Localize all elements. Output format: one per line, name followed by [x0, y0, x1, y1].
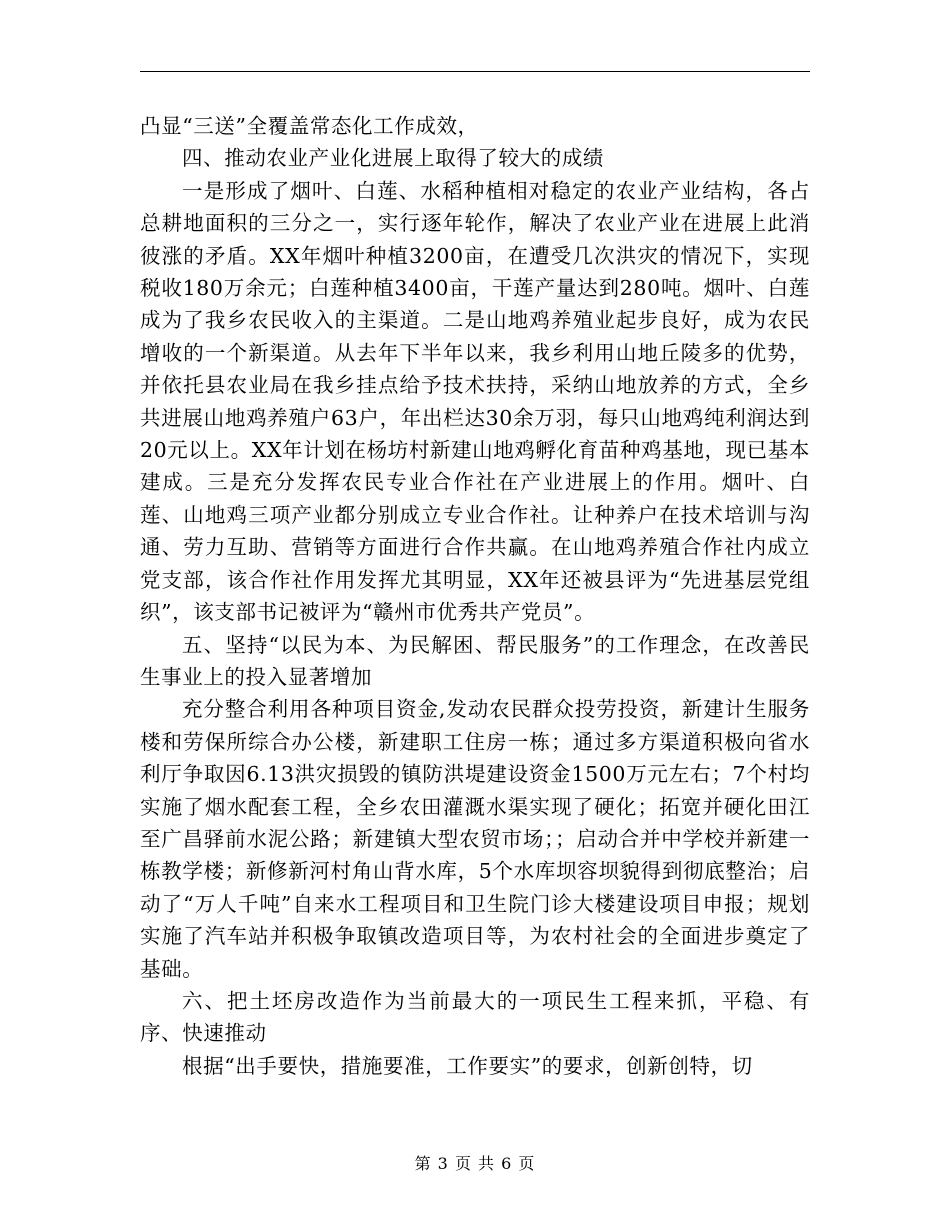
paragraph-housing: 根据“出手要快，措施要准，工作要实”的要求，创新创特，切 — [182, 1053, 753, 1078]
footer-prefix: 第 — [414, 1154, 432, 1173]
section-heading-5: 五、坚持“以民为本、为民解困、帮民服务”的工作理念，在改善民生事业上的投入显著增加 — [140, 632, 810, 689]
footer-current-page: 3 — [437, 1154, 449, 1173]
paragraph-livelihood: 充分整合利用各种项目资金,发动农民群众投劳投资，新建计生服务楼和劳保所综合办公楼，新建职工住房一栋；通过多方渠道积极向省水利厅争取因6.13洪灾损毁的镇防洪堤建设资金1500万元左右；7个村均实施了烟水配套工程，全乡农田灌溉水渠实现了硬化；拓宽并硬化田江至广昌驿前水泥公路；新建镇大型农贸市场；；启动合并中学校并新建一栋教学楼；新修新河村角山背水库，5个水库坝容坝貌得到彻底整治；启动了“万人千吨”自来水工程项目和卫生院门诊大楼建设项目申报；规划实施了汽车站并积极争取镇改造项目等，为农村社会的全面进步奠定了基础。 — [140, 697, 810, 981]
paragraph-agriculture: 一是形成了烟叶、白莲、水稻种植相对稳定的农业产业结构，各占总耕地面积的三分之一，实行逐年轮作，解决了农业产业在进展上此消彼涨的矛盾。XX年烟叶种植3200亩，在遭受几次洪灾的情况下，实现税收180万余元；白莲种植3400亩，干莲产量达到280吨。烟叶、白莲成为了我乡农民收入的主渠道。二是山地鸡养殖业起步良好，成为农民增收的一个新渠道。从去年下半年以来，我乡利用山地丘陵多的优势，并依托县农业局在我乡挂点给予技术扶持，采纳山地放养的方式，全乡共进展山地鸡养殖户63户，年出栏达30余万羽，每只山地鸡纯利润达到20元以上。XX年计划在杨坊村新建山地鸡孵化育苗种鸡基地，现已基本建成。三是充分发挥农民专业合作社在产业进展上的作用。烟叶、白莲、山地鸡三项产业都分别成立专业合作社。让种养户在技术培训与沟通、劳力互助、营销等方面进行合作共赢。在山地鸡养殖合作社内成立党支部，该合作社作用发挥尤其明显，XX年还被县评为“先进基层党组织”，该支部书记被评为“赣州市优秀共产党员”。 — [140, 178, 810, 625]
footer-total-pages: 6 — [501, 1154, 513, 1173]
footer-suffix: 页 — [518, 1154, 536, 1173]
header-rule — [140, 71, 810, 72]
section-heading-6: 六、把土坯房改造作为当前最大的一项民生工程来抓，平稳、有序、快速推动 — [140, 988, 810, 1046]
section-heading-4: 四、推动农业产业化进展上取得了较大的成绩 — [182, 146, 605, 171]
document-body — [140, 110, 810, 1082]
page-footer — [0, 1154, 950, 1174]
paragraph-continuation: 凸显“三送”全覆盖常态化工作成效， — [140, 114, 479, 138]
footer-middle: 页 共 — [454, 1154, 496, 1173]
